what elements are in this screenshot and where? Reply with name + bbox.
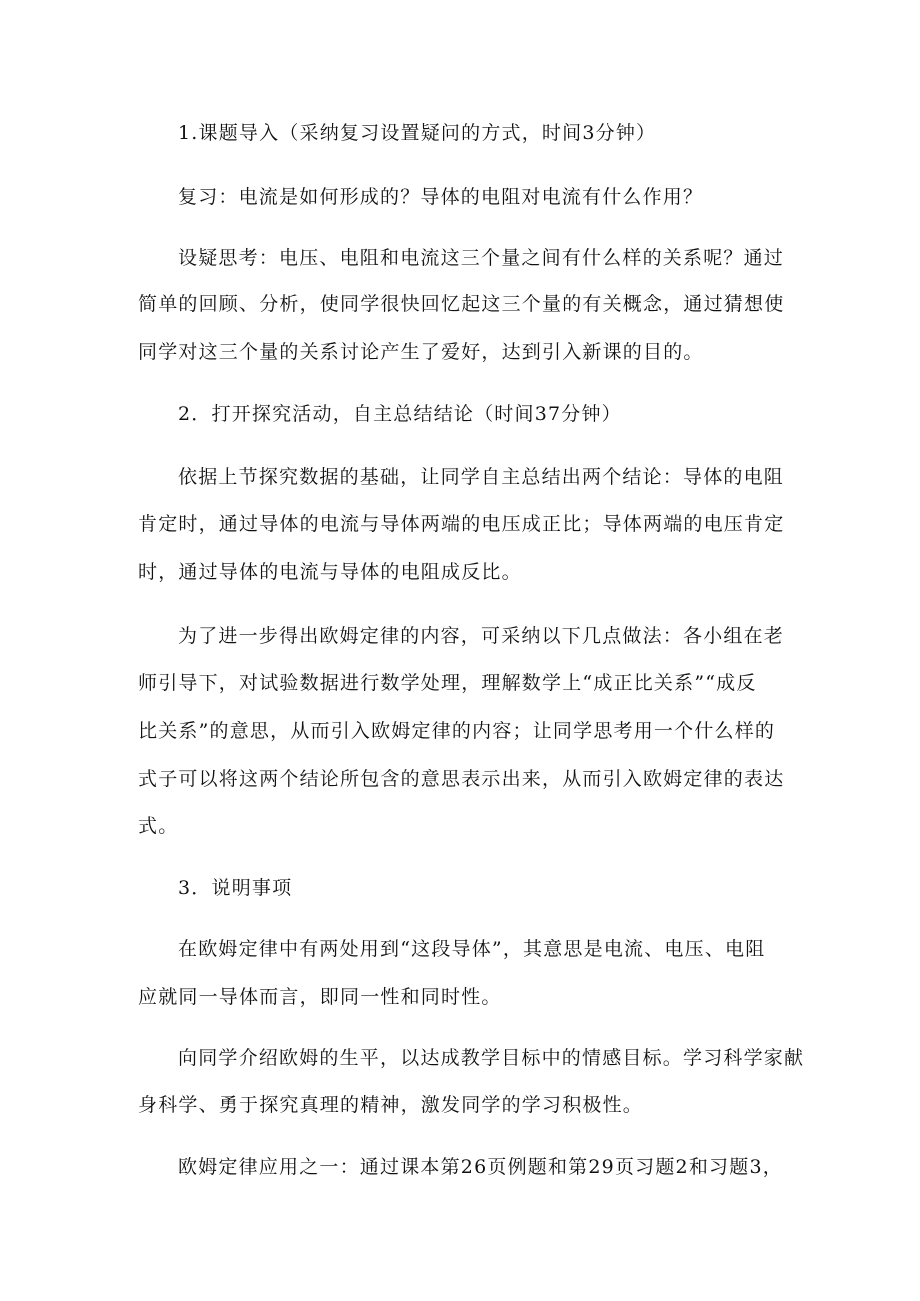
paragraph-ohm-biography-line-1: 向同学介绍欧姆的生平，以达成教学目标中的情感目标。学习科学家献 bbox=[178, 1047, 805, 1069]
heading-3-notes: 3．说明事项 bbox=[178, 877, 293, 899]
heading-2-inquiry-activity: 2．打开探究活动，自主总结结论（时间37分钟） bbox=[178, 403, 622, 425]
paragraph-question-line-2: 简单的回顾、分析，使同学很快回忆起这三个量的有关概念，通过猜想使 bbox=[138, 293, 785, 315]
paragraph-conclusion-line-3: 时，通过导体的电流与导体的电阻成反比。 bbox=[138, 561, 522, 583]
paragraph-question-line-1: 设疑思考：电压、电阻和电流这三个量之间有什么样的关系呢？通过 bbox=[178, 247, 785, 269]
paragraph-application-line-1: 欧姆定律应用之一：通过课本第26页例题和第29页习题2和习题3， bbox=[178, 1156, 783, 1178]
paragraph-ohm-biography-line-2: 身科学、勇于探究真理的精神，激发同学的学习积极性。 bbox=[138, 1094, 644, 1116]
paragraph-method-line-2: 师引导下，对试验数据进行数学处理，理解数学上“成正比关系”“成反 bbox=[138, 672, 757, 694]
paragraph-method-line-4: 式子可以将这两个结论所包含的意思表示出来，从而引入欧姆定律的表达 bbox=[138, 768, 785, 790]
paragraph-conclusion-line-1: 依据上节探究数据的基础，让同学自主总结出两个结论：导体的电阻 bbox=[178, 466, 785, 488]
heading-1-lesson-intro: 1.课题导入（采纳复习设置疑问的方式，时间3分钟） bbox=[178, 122, 657, 144]
paragraph-method-line-5: 式。 bbox=[138, 815, 179, 837]
paragraph-question-line-3: 同学对这三个量的关系讨论产生了爱好，达到引入新课的目的。 bbox=[138, 341, 704, 363]
paragraph-same-conductor-line-2: 应就同一导体而言，即同一性和同时性。 bbox=[138, 986, 502, 1008]
paragraph-review: 复习：电流是如何形成的？导体的电阻对电流有什么作用？ bbox=[178, 186, 704, 208]
paragraph-same-conductor-line-1: 在欧姆定律中有两处用到“这段导体”，其意思是电流、电压、电阻 bbox=[178, 938, 766, 960]
paragraph-method-line-3: 比关系”的意思，从而引入欧姆定律的内容；让同学思考用一个什么样的 bbox=[138, 720, 776, 742]
paragraph-method-line-1: 为了进一步得出欧姆定律的内容，可采纳以下几点做法：各小组在老 bbox=[178, 625, 785, 647]
paragraph-conclusion-line-2: 肯定时，通过导体的电流与导体两端的电压成正比；导体两端的电压肯定 bbox=[138, 513, 785, 535]
